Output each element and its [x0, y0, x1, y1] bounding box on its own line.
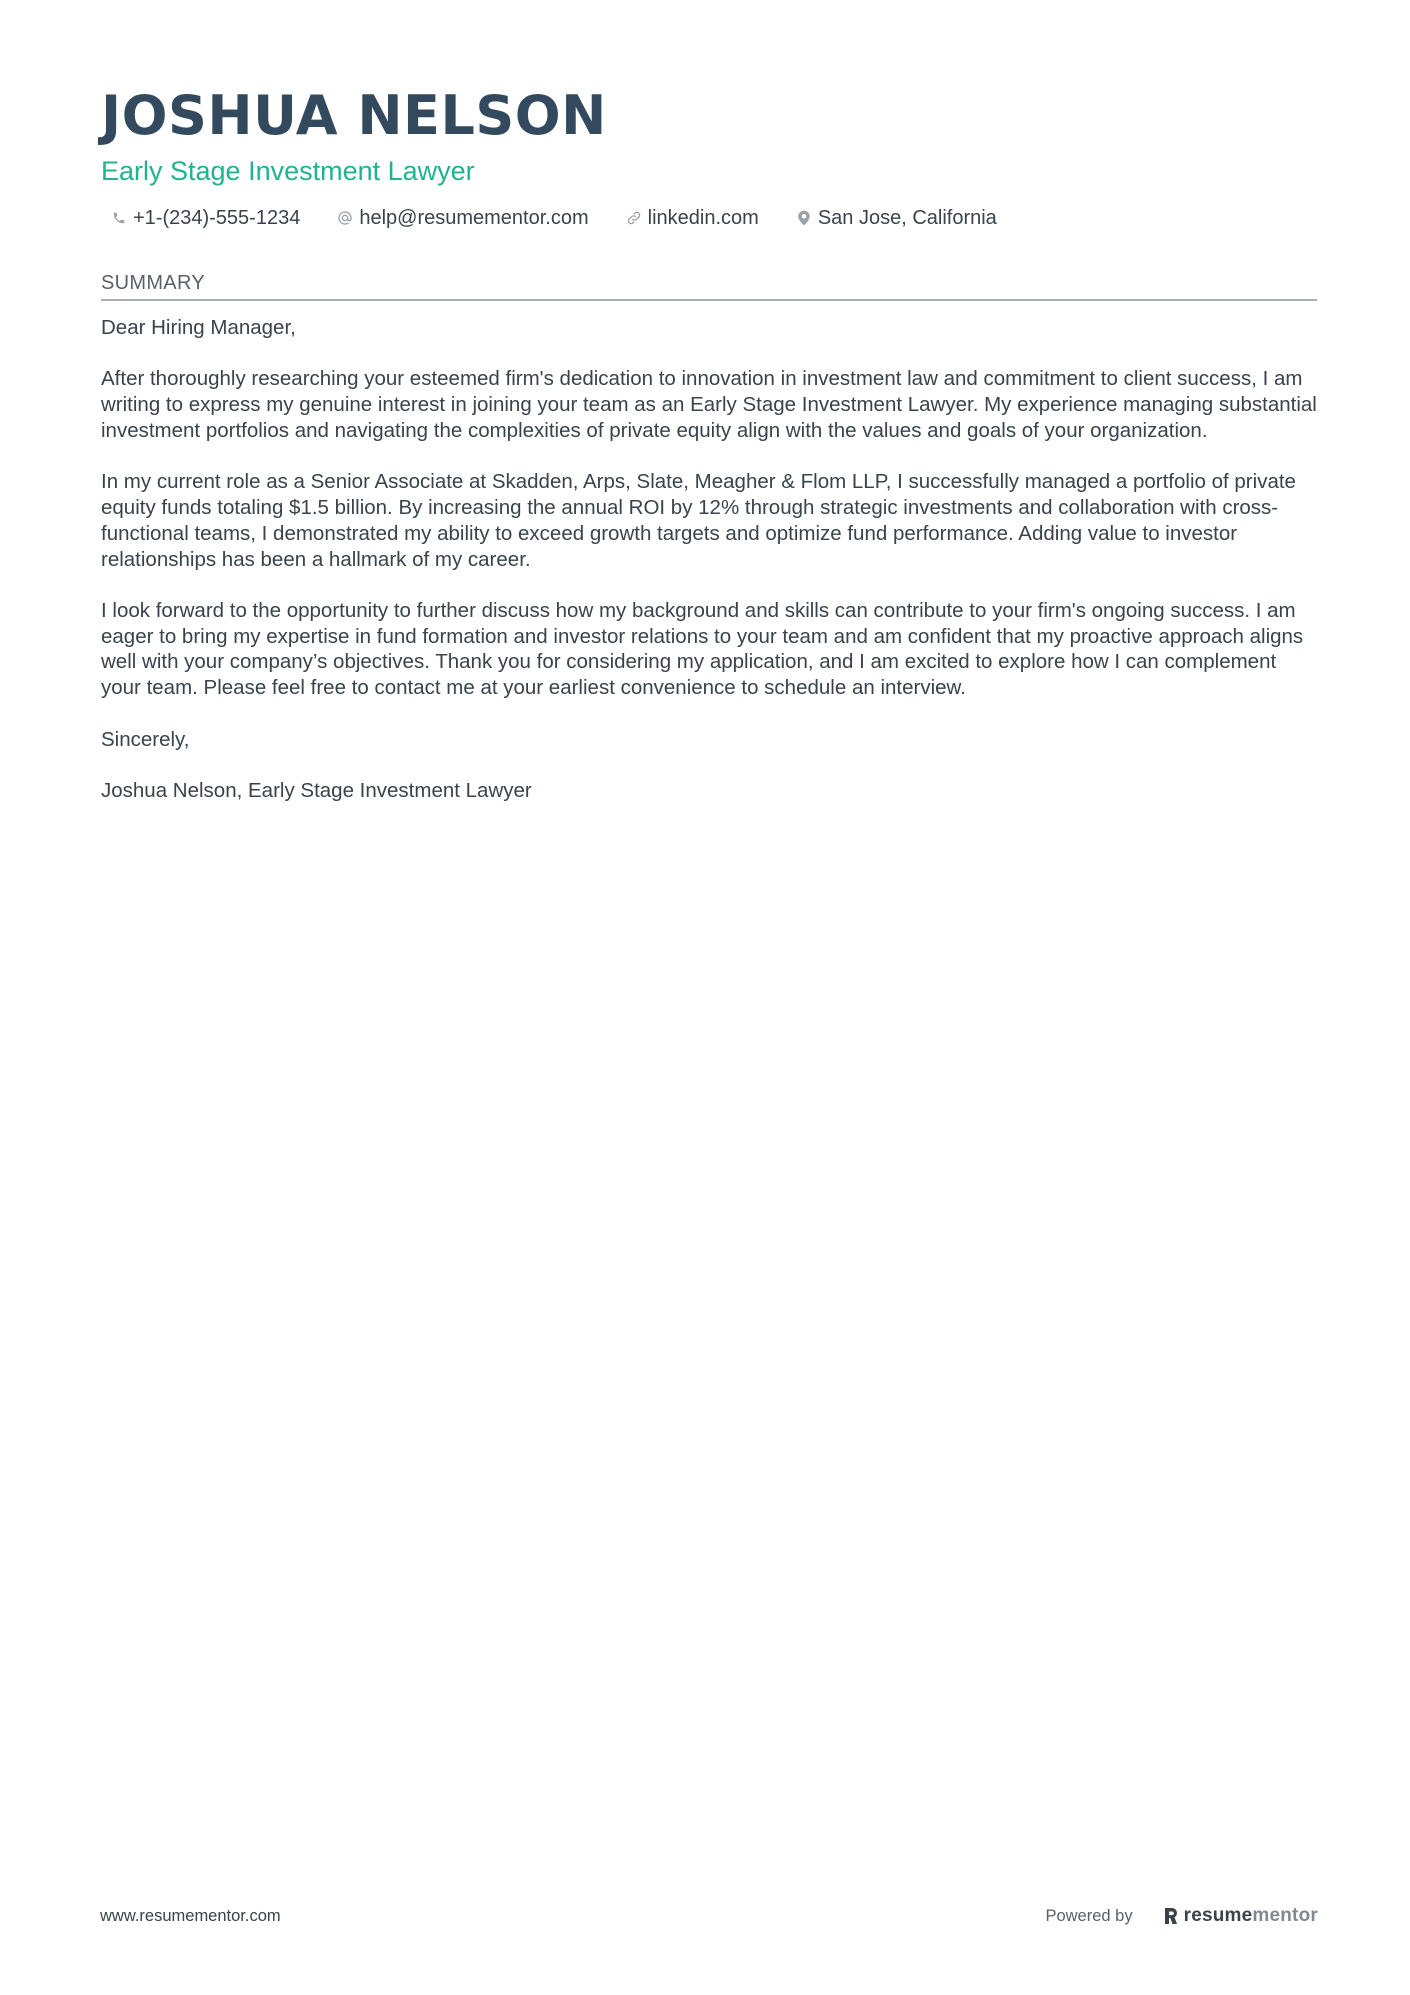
signature: Joshua Nelson, Early Stage Investment Lawyer [101, 778, 532, 802]
letter-paragraph: In my current role as a Senior Associate at Skadden, Arps, Slate, Meagher & Flom LLP, I successfully managed a portfolio of private equity funds totaling $1.5 billion. By increasing the annual ROI by 12% through strategic investments and collaboration with cross-functional teams, I demonstrated my ability to exceed growth targets and optimize fund performance. Adding value to investor relationships has been a hallmark of my career. [101, 470, 1296, 571]
phone-icon [110, 209, 128, 227]
linkedin-text: linkedin.com [647, 206, 759, 229]
cover-letter-page [101, 80, 1317, 829]
email-text: help@resumementor.com [359, 206, 589, 229]
contact-email [327, 207, 588, 230]
map-pin-icon [795, 209, 813, 227]
contact-location [786, 207, 997, 230]
page-footer [100, 1905, 1318, 1927]
location-text: San Jose, California [817, 206, 997, 229]
at-icon [336, 209, 354, 227]
section-title-summary: SUMMARY [101, 270, 1317, 301]
contact-phone [101, 207, 300, 230]
footer-website-link[interactable]: www.resumementor.com [100, 1906, 281, 1925]
contact-linkedin [616, 207, 759, 230]
candidate-name: JOSHUA NELSON [101, 84, 607, 147]
powered-by [1045, 1905, 1318, 1927]
salutation: Dear Hiring Manager, [101, 316, 296, 339]
resumementor-logo[interactable] [1163, 1905, 1318, 1927]
resumementor-logo-icon [1163, 1906, 1179, 1926]
candidate-role: Early Stage Investment Lawyer [101, 156, 475, 186]
link-icon [625, 209, 643, 227]
powered-by-label: Powered by [1045, 1906, 1133, 1925]
letter-paragraph: After thoroughly researching your esteemed firm's dedication to innovation in investment law and commitment to client success, I am writing to express my genuine interest in joining your team as an Early Stage Investment Lawyer. My experience managing substantial investment portfolios and navigating the complexities of private equity align with the values and goals of your organization. [101, 367, 1317, 442]
letter-body [101, 315, 1317, 804]
logo-text-resume: resume [1183, 1905, 1253, 1926]
phone-text: +1-(234)-555-1234 [133, 206, 301, 229]
contact-bar [101, 202, 1317, 234]
letter-paragraph: I look forward to the opportunity to further discuss how my background and skills can contribute to your firm's ongoing success. I am eager to bring my expertise in fund formation and investor relations to your team and am confident that my proactive approach aligns well with your company’s objectives. Thank you for considering my application, and I am excited to explore how I can complement your team. Please feel free to contact me at your earliest convenience to schedule an interview. [101, 598, 1304, 700]
logo-text-mentor: mentor [1252, 1905, 1318, 1926]
closing: Sincerely, [101, 727, 190, 751]
